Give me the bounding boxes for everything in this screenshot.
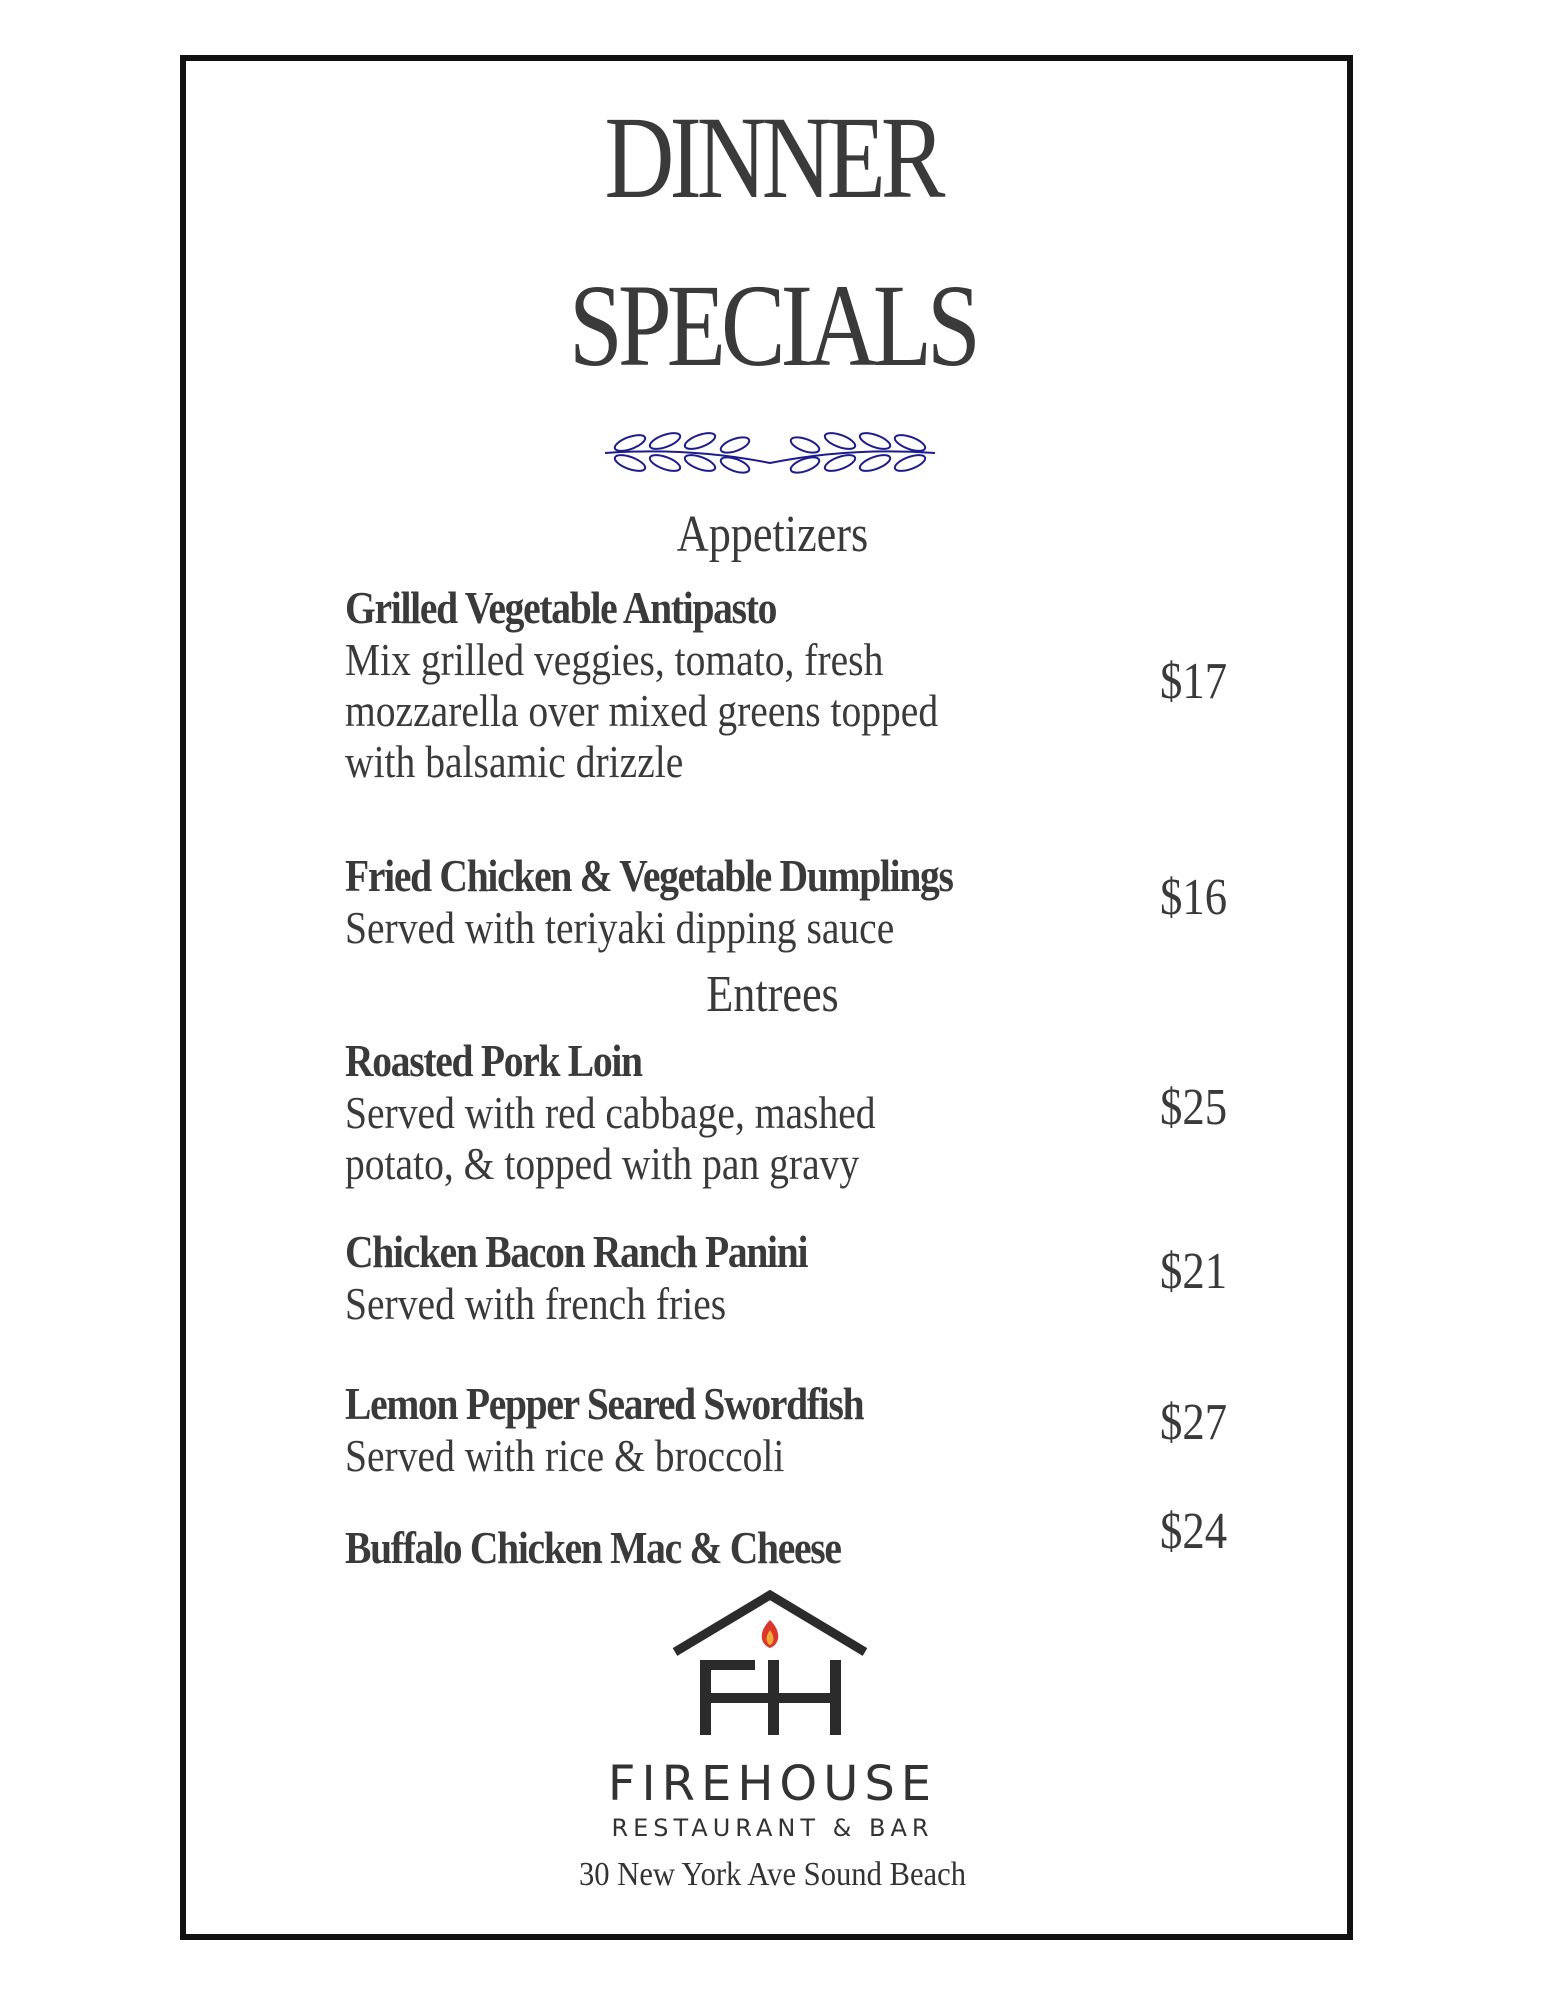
menu-item-description: Served with french fries bbox=[345, 1278, 727, 1329]
menu-item bbox=[345, 1035, 1165, 1189]
section-title-entrees: Entrees bbox=[706, 966, 839, 1023]
menu-item bbox=[345, 582, 1165, 787]
menu-item bbox=[345, 850, 1165, 953]
menu-item-description: Served with rice & broccoli bbox=[345, 1430, 785, 1481]
restaurant-address: 30 New York Ave Sound Beach bbox=[578, 1856, 966, 1893]
menu-item-price: $25 bbox=[1160, 1079, 1228, 1136]
menu-item-description: Served with red cabbage, mashed potato, & topped with pan gravy bbox=[345, 1087, 876, 1189]
menu-item-price: $27 bbox=[1160, 1394, 1228, 1451]
menu-item-name: Fried Chicken & Vegetable Dumplings bbox=[345, 850, 953, 901]
menu-item-name: Chicken Bacon Ranch Panini bbox=[345, 1226, 808, 1277]
menu-item-name: Lemon Pepper Seared Swordfish bbox=[345, 1378, 864, 1429]
menu-item bbox=[345, 1226, 1165, 1329]
menu-item-price: $24 bbox=[1160, 1503, 1228, 1560]
brand-name: FIREHOUSE bbox=[607, 1756, 938, 1812]
menu-title-line2: SPECIALS bbox=[569, 260, 976, 391]
section-title-appetizers: Appetizers bbox=[676, 506, 869, 563]
menu-item-description: Mix grilled veggies, tomato, fresh mozzarella over mixed greens topped with balsamic drizzle bbox=[345, 634, 939, 787]
menu-item bbox=[345, 1378, 1165, 1481]
menu-item bbox=[345, 1522, 1165, 1574]
brand-tagline: RESTAURANT & BAR bbox=[611, 1814, 934, 1842]
firehouse-logo-icon bbox=[670, 1590, 870, 1740]
menu-item-description: Served with teriyaki dipping sauce bbox=[345, 902, 895, 953]
menu-item-name: Grilled Vegetable Antipasto bbox=[345, 582, 777, 633]
menu-item-name: Roasted Pork Loin bbox=[345, 1035, 642, 1086]
menu-title-line1: DINNER bbox=[604, 92, 941, 223]
laurel-icon bbox=[600, 425, 940, 485]
menu-item-price: $16 bbox=[1160, 869, 1228, 926]
menu-item-price: $17 bbox=[1160, 653, 1228, 710]
menu-item-name: Buffalo Chicken Mac & Cheese bbox=[345, 1522, 841, 1573]
menu-item-price: $21 bbox=[1160, 1243, 1228, 1300]
